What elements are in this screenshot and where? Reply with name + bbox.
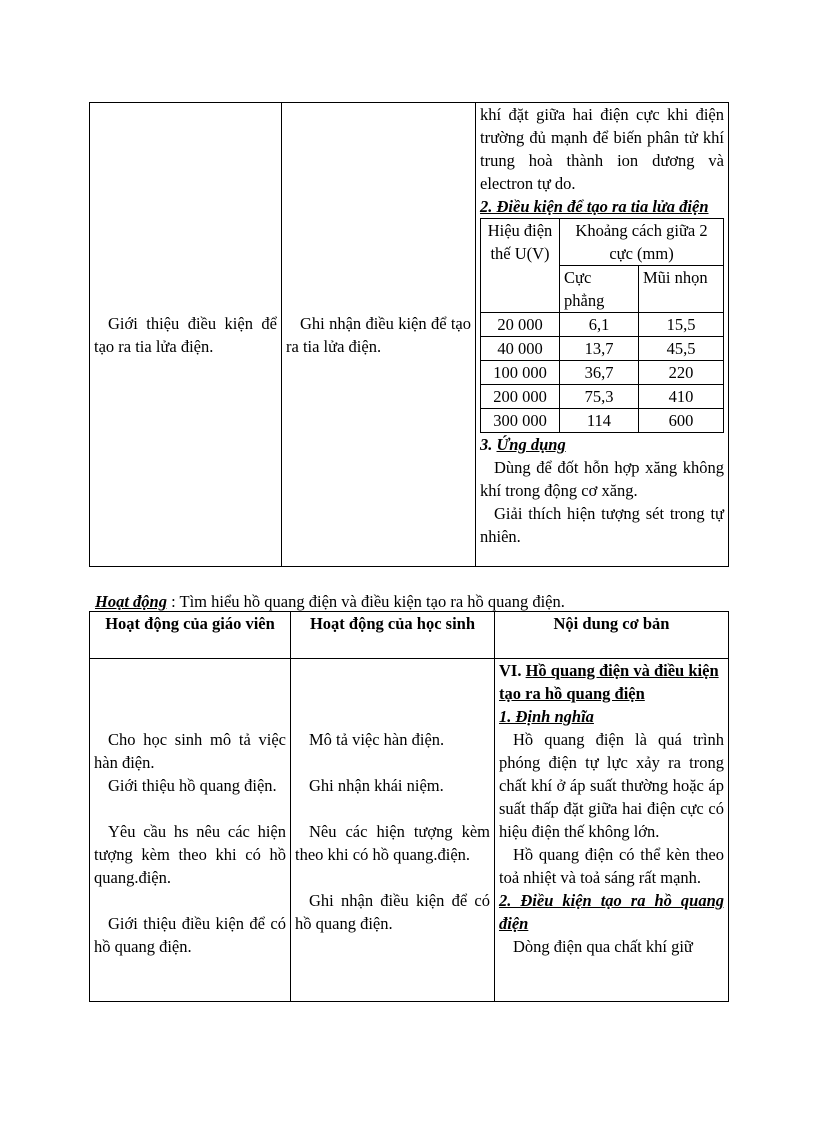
header-content: Nội dung cơ bản [495,612,729,659]
application-2: Giải thích hiện tượng sét trong tự nhiên. [480,504,724,546]
table-header-row [90,612,729,659]
teacher-cell [90,103,282,567]
student-step-1: Mô tả việc hàn điện. [309,730,445,749]
teacher-step-1: Cho học sinh mô tả việc hàn điện. [94,730,286,772]
student-cell [291,659,495,1002]
cell-flat: 6,1 [560,313,639,337]
definition-text-2: Hồ quang điện có thể kèn theo toả nhiệt và toả sáng rất mạnh. [499,845,724,887]
cell-tip: 600 [639,409,724,433]
activity-text: : Tìm hiểu hồ quang điện và điều kiện tạo ra hồ quang điện. [166,592,565,611]
section-3-label: Ứng dụng [496,435,566,454]
cell-tip: 45,5 [639,337,724,361]
cell-flat: 75,3 [560,385,639,409]
cell-voltage: 200 000 [481,385,560,409]
cell-voltage: 100 000 [481,361,560,385]
definition-text-1: Hồ quang điện là quá trình phóng điện tự lực xảy ra trong chất khí ở áp suất thường hoặc áp suất thấp đặt giữa hai điện cực có hiệu điện thế không lớn. [499,730,724,841]
cell-tip: 220 [639,361,724,385]
student-step-4: Ghi nhận điều kiện để có hồ quang điện. [295,891,490,933]
activity-label: Hoạt động [95,592,167,611]
section-6-label: Hồ quang điện và điều kiện tạo ra hồ quang điện [499,661,719,703]
content-cell [495,659,729,1002]
section-3-number: 3. [480,435,493,454]
table-row [481,409,724,433]
activity-heading [95,590,735,613]
intro-text: khí đặt giữa hai điện cực khi điện trường đủ mạnh để biến phân tử khí trung hoà thành ion dương và electron tự do. [480,105,724,193]
student-step-3: Nêu các hiện tượng kèm theo khi có hồ quang.điện. [295,822,490,864]
teacher-text: Giới thiệu điều kiện để tạo ra tia lửa điện. [94,313,277,356]
cell-flat: 36,7 [560,361,639,385]
teacher-step-2: Giới thiệu hồ quang điện. [108,776,277,795]
teacher-step-3: Yêu cầu hs nêu các hiện tượng kèm theo khi có hồ quang.điện. [94,822,286,887]
header-student: Hoạt động của học sinh [291,612,495,659]
header-voltage: Hiệu điện thế U(V) [481,219,560,313]
spark-distance-table [480,218,724,433]
cell-tip: 15,5 [639,313,724,337]
section-6-number: VI. [499,661,522,680]
cell-voltage: 20 000 [481,313,560,337]
section-6-title [499,659,724,705]
header-tip: Mũi nhọn [639,266,724,313]
cell-flat: 114 [560,409,639,433]
table-row [481,337,724,361]
definition-title: 1. Định nghĩa [499,707,594,726]
header-teacher: Hoạt động của giáo viên [90,612,291,659]
content-cell [476,103,729,567]
section-3-title [480,433,724,456]
section-2-title: 2. Điều kiện để tạo ra tia lửa điện [480,197,709,216]
student-text: Ghi nhận điều kiện để tạo ra tia lửa điện. [286,313,471,356]
cell-tip: 410 [639,385,724,409]
table-row [481,313,724,337]
condition-title: 2. Điều kiện tạo ra hồ quang điện [499,891,724,933]
cell-flat: 13,7 [560,337,639,361]
header-distance: Khoảng cách giữa 2 cực (mm) [560,219,724,266]
cell-voltage: 300 000 [481,409,560,433]
cell-voltage: 40 000 [481,337,560,361]
application-1: Dùng để đốt hỗn hợp xăng không khí trong động cơ xăng. [480,458,724,500]
table-row [481,361,724,385]
student-cell [282,103,476,567]
table-row [481,385,724,409]
header-flat: Cực phẳng [560,266,639,313]
table-spark-conditions [89,102,729,567]
teacher-cell [90,659,291,1002]
condition-text-1: Dòng điện qua chất khí giữ [513,937,693,956]
table-arc-discharge [89,611,729,1002]
teacher-step-4: Giới thiệu điều kiện để có hồ quang điện. [94,914,286,956]
student-step-2: Ghi nhận khái niệm. [309,776,444,795]
